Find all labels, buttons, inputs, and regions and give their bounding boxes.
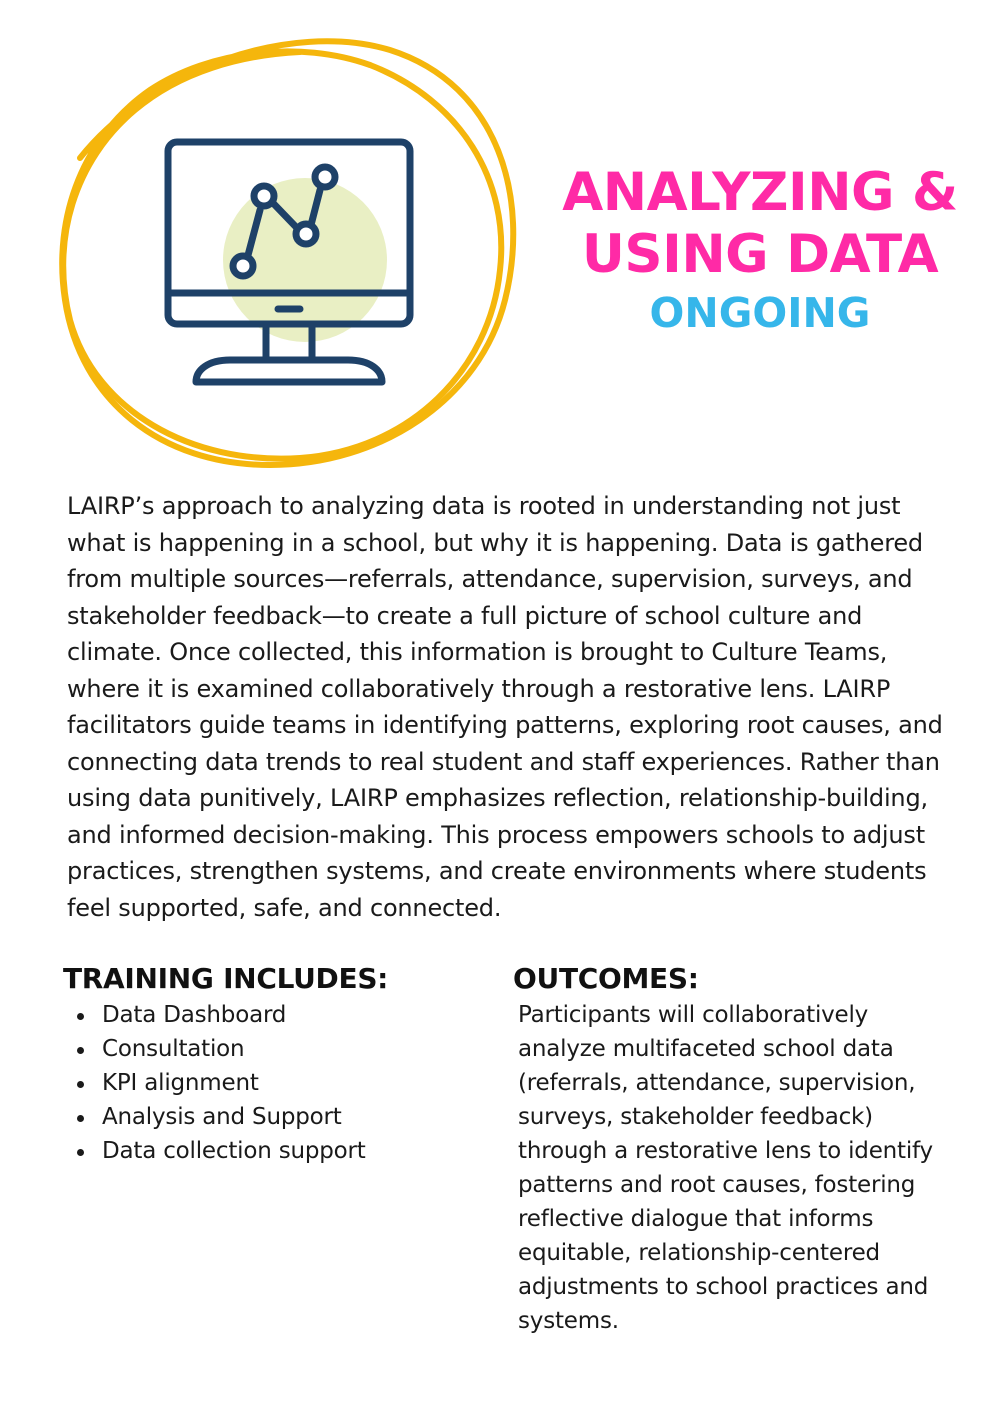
hero-graphic [40, 10, 530, 480]
page-title-line-1: ANALYZING & [562, 162, 958, 223]
training-item: Consultation [63, 1032, 483, 1066]
page-title-line-2: USING DATA [581, 224, 939, 285]
training-heading: TRAINING INCLUDES: [63, 962, 389, 995]
training-item: Analysis and Support [63, 1100, 483, 1134]
training-section [63, 962, 483, 1168]
training-item: Data collection support [63, 1134, 483, 1168]
title-block [540, 162, 980, 338]
computer-monitor-line-chart-icon [40, 10, 530, 480]
page-subtitle: ONGOING [649, 289, 871, 337]
outcomes-paragraph: Participants will collaboratively analyze multifaceted school data (referrals, attendance, supervision, surveys, stakeholder feedback) through a restorative lens to identify patterns and root causes, fostering reflective dialogue that informs equitable, relationship-centered adjustments to school practices and systems. [518, 1002, 933, 1334]
intro-paragraph: LAIRP’s approach to analyzing data is rooted in understanding not just what is happening in a school, but why it is happening. Data is gathered from multiple sources—referrals, attendance, supervision, surveys, and stakeholder feedback—to create a full picture of school culture and climate. Once collected, this information is brought to Culture Teams, where it is examined collaboratively through a restorative lens. LAIRP facilitators guide teams in identifying patterns, exploring root causes, and connecting data trends to real student and staff experiences. Rather than using data punitively, LAIRP emphasizes reflection, relationship-building, and informed decision-making. This process empowers schools to adjust practices, strengthen systems, and create environments where students feel supported, safe, and connected. [67, 492, 943, 922]
training-item: Data Dashboard [63, 998, 483, 1032]
outcomes-heading: OUTCOMES: [513, 962, 699, 995]
training-item: KPI alignment [63, 1066, 483, 1100]
outcomes-section [513, 962, 953, 1338]
training-list [63, 998, 483, 1168]
